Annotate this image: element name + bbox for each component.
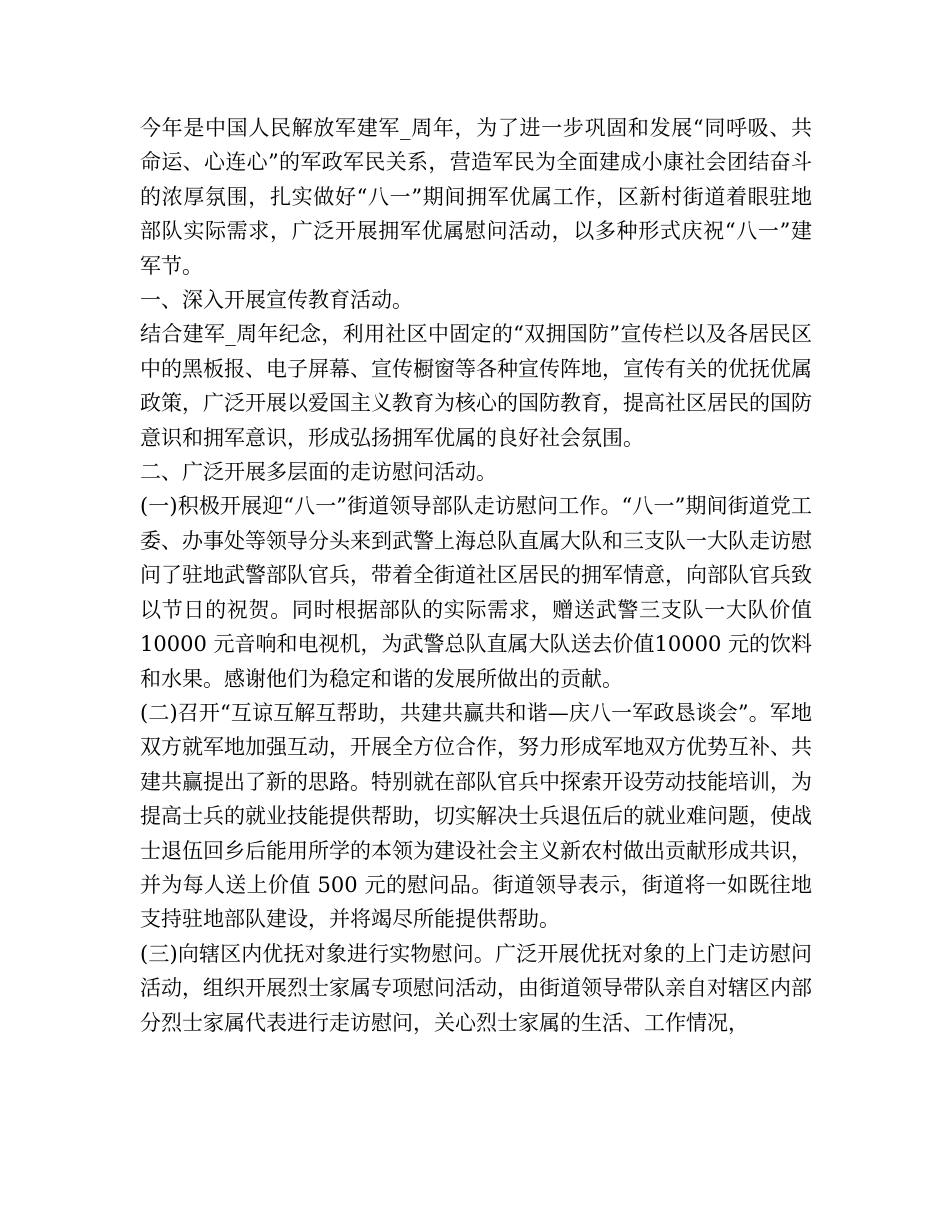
section-1-paragraph: 结合建军_周年纪念，利用社区中固定的“双拥国防”宣传栏以及各居民区中的黑板报、电子屏幕、宣传橱窗等各种宣传阵地，宣传有关的优抚优属政策，广泛开展以爱国主义教育为核心的国防教育，提高社区居民的国防意识和拥军意识，形成弘扬拥军优属的良好社会氛围。 xyxy=(140,322,812,450)
subsection-3-paragraph: (三)向辖区内优抚对象进行实物慰问。广泛开展优抚对象的上门走访慰问活动，组织开展烈士家属专项慰问活动，由街道领导带队亲自对辖区内部分烈士家属代表进行走访慰问，关心烈士家属的生活、工作情况， xyxy=(140,941,812,1035)
intro-paragraph: 今年是中国人民解放军建军_周年，为了进一步巩固和发展“同呼吸、共命运、心连心”的军政军民关系，营造军民为全面建成小康社会团结奋斗的浓厚氛围，扎实做好“八一”期间拥军优属工作，区新村街道着眼驻地部队实际需求，广泛开展拥军优属慰问活动，以多种形式庆祝“八一”建军节。 xyxy=(140,116,812,278)
section-heading-1: 一、深入开展宣传教育活动。 xyxy=(140,288,413,313)
subsection-2-paragraph: (二)召开“互谅互解互帮助，共建共赢共和谐—庆八一军政恳谈会”。军地双方就军地加强互动，开展全方位合作，努力形成军地双方优势互补、共建共赢提出了新的思路。特别就在部队官兵中探索开设劳动技能培训，为提高士兵的就业技能提供帮助，切实解决士兵退伍后的就业难问题，使战士退伍回乡后能用所学的本领为建设社会主义新农村做出贡献形成共识，并为每人送上价值 500 元的慰问品。街道领导表示，街道将一如既往地支持驻地部队建设，并将竭尽所能提供帮助。 xyxy=(140,700,812,932)
subsection-1-paragraph: (一)积极开展迎“八一”街道领导部队走访慰问工作。“八一”期间街道党工委、办事处等领导分头来到武警上海总队直属大队和三支队一大队走访慰问了驻地武警部队官兵，带着全街道社区居民的拥军情意，向部队官兵致以节日的祝贺。同时根据部队的实际需求，赠送武警三支队一大队价值 10000 元音响和电视机，为武警总队直属大队送去价值10000 元的饮料和水果。感谢他们为稳定和谐的发展所做出的贡献。 xyxy=(140,494,812,691)
section-heading-2: 二、广泛开展多层面的走访慰问活动。 xyxy=(140,460,497,485)
document-body xyxy=(140,111,812,1040)
